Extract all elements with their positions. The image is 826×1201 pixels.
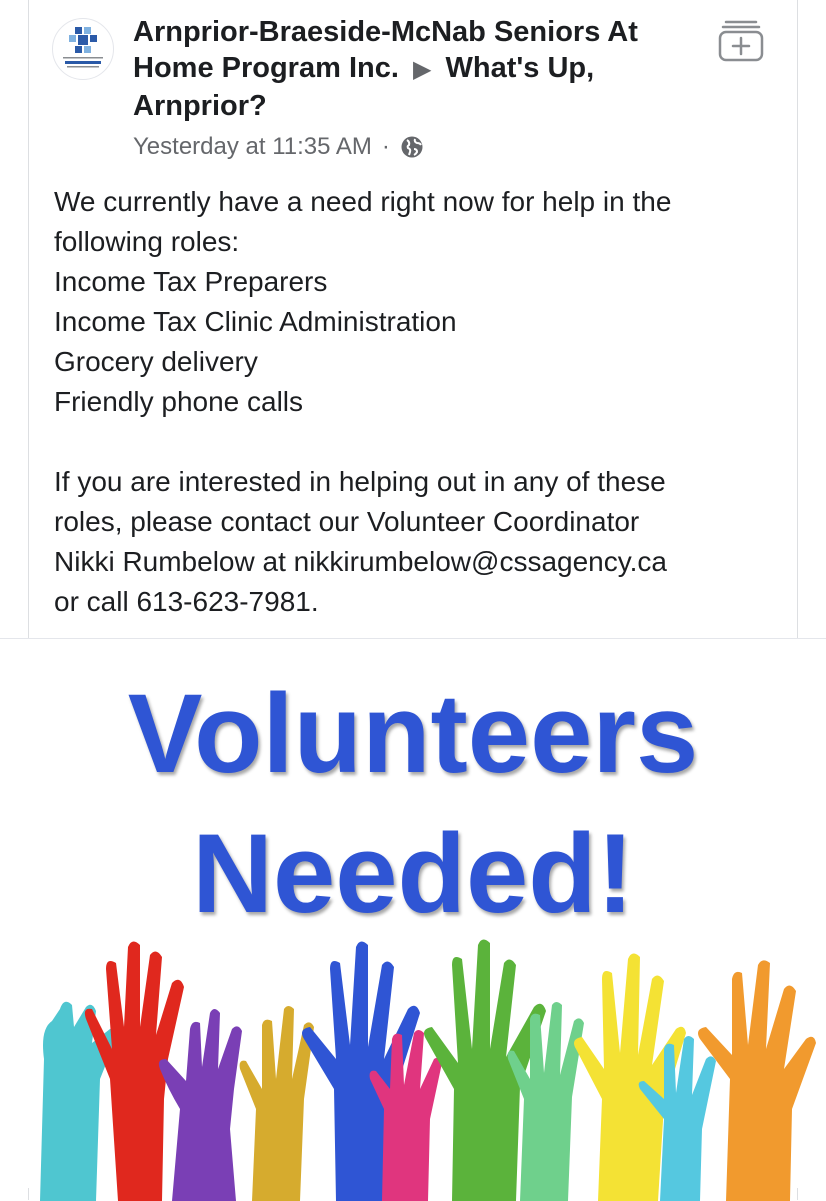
author-name-link[interactable]: Arnprior-Braeside-McNab Seniors At Home Program Inc. — [133, 16, 638, 84]
meta-separator: · — [381, 133, 390, 160]
post-image[interactable] — [0, 638, 826, 1201]
author-avatar[interactable] — [52, 18, 114, 80]
post-meta — [133, 131, 424, 163]
post-title — [133, 14, 703, 124]
group-name-link[interactable]: What's Up, Arnprior? — [133, 52, 595, 122]
body-line: Nikki Rumbelow at nikkirumbelow@cssagency.ca — [54, 546, 668, 577]
orange-hand-icon — [698, 960, 816, 1201]
body-line: roles, please contact our Volunteer Coordinator — [54, 506, 640, 537]
body-line: If you are interested in helping out in any of these — [54, 466, 666, 497]
image-headline-volunteers: Volunteers — [127, 671, 699, 796]
globe-icon — [400, 135, 424, 159]
body-line: We currently have a need right now for help in the — [54, 186, 672, 217]
arrow-right-icon: ▶ — [412, 56, 432, 83]
raised-hands-illustration — [0, 909, 826, 1201]
body-line: or call 613-623-7981. — [54, 586, 319, 617]
role-item: Income Tax Clinic Administration — [54, 306, 457, 337]
role-item: Friendly phone calls — [54, 386, 304, 417]
teal-hand-icon — [40, 1002, 116, 1201]
home-community-support-logo-icon — [53, 19, 113, 79]
image-headline-needed: Needed! — [192, 811, 634, 936]
role-item: Income Tax Preparers — [54, 266, 328, 297]
save-to-collection-icon — [716, 14, 766, 64]
post-body — [54, 182, 774, 622]
body-line: following roles: — [54, 226, 240, 257]
post-card-footer-edge — [28, 1188, 798, 1200]
save-to-collection-button[interactable] — [716, 14, 766, 64]
post-timestamp-link[interactable]: Yesterday at 11:35 AM — [133, 133, 372, 160]
role-item: Grocery delivery — [54, 346, 258, 377]
